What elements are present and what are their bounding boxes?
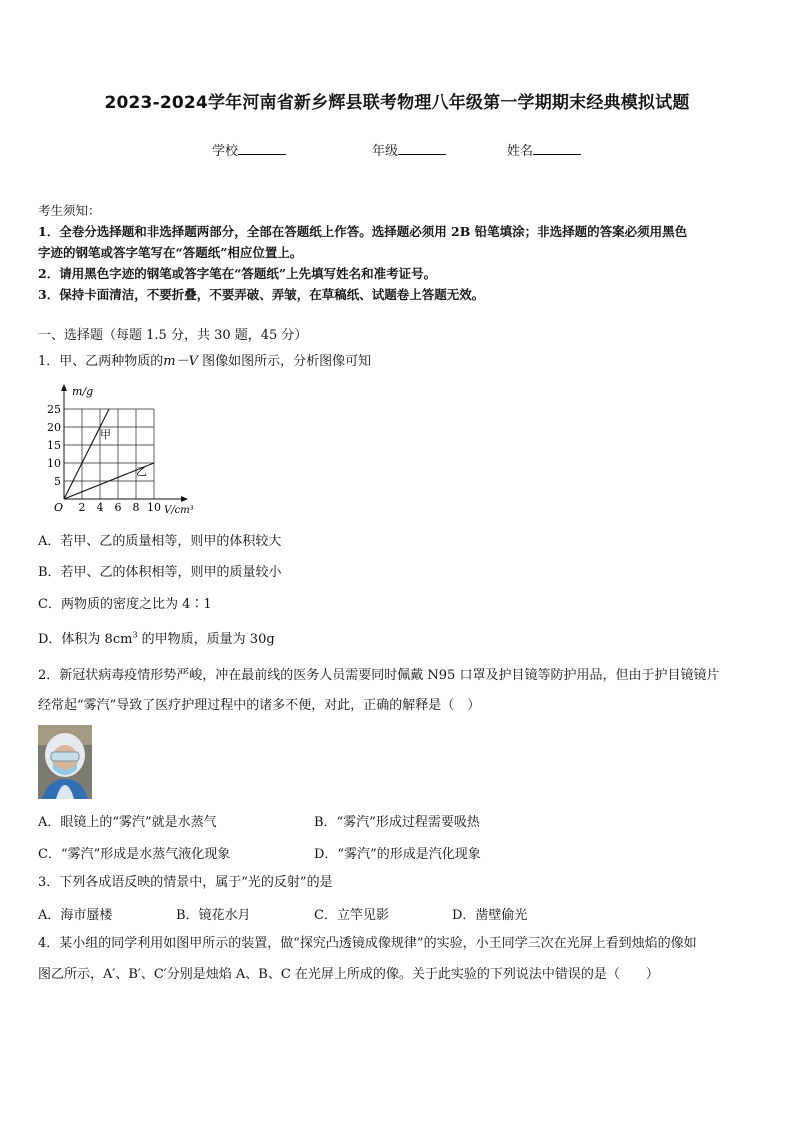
y-tick-label-5: 5 <box>54 475 61 488</box>
mass-volume-graph <box>36 382 200 516</box>
question-3-stem: 3．下列各成语反映的情景中，属于“光的反射”的是 <box>38 875 333 890</box>
y-axis-arrow <box>61 384 67 391</box>
section-1-heading: 一、选择题（每题 1.5 分，共 30 题，45 分） <box>38 328 308 343</box>
x-tick-label-10: 10 <box>147 501 161 514</box>
page-title: 2023-2024学年河南省新乡辉县联考物理八年级第一学期期末经典模拟试题 <box>104 93 690 113</box>
notice-heading: 考生须知： <box>38 203 101 218</box>
question-1-stem-a: 1．甲、乙两种物质的 <box>38 354 164 369</box>
question-1-option-d-b: 的甲物质，质量为 30g <box>137 632 275 647</box>
x-tick-label-4: 4 <box>96 501 104 514</box>
question-2-option-d: D．“雾汽”的形成是汽化现象 <box>314 847 481 862</box>
question-2-line-1: 2．新冠状病毒疫情形势严峻，冲在最前线的医务人员需要同时佩戴 N95 口罩及护目镜等防护用品，但由于护目镜镜片 <box>38 668 720 683</box>
question-2-option-a: A．眼镜上的“雾汽”就是水蒸气 <box>38 815 217 830</box>
question-3-option-c: C．立竿见影 <box>314 908 389 923</box>
notice-item-2: 2．请用黑色字迹的钢笔或答字笔在“答题纸”上先填写姓名和准考证号。 <box>38 266 437 281</box>
question-1-stem-b: 图像如图所示，分析图像可知 <box>198 354 372 369</box>
graph-grid <box>64 409 154 499</box>
x-axis-label: V/cm³ <box>164 505 194 516</box>
series-line-jia <box>64 409 109 499</box>
question-3-option-b: B．镜花水月 <box>176 908 251 923</box>
question-1-option-d <box>38 628 275 647</box>
question-1-option-c: C．两物质的密度之比为 4∶1 <box>38 597 212 612</box>
y-tick-label-20: 20 <box>47 421 61 434</box>
grade-field <box>372 140 446 159</box>
question-4-line-1: 4．某小组的同学利用如图甲所示的装置，做“探究凸透镜成像规律”的实验，小王同学三次在光屏上看到烛焰的像如 <box>38 936 697 951</box>
notice-item-3: 3．保持卡面清洁，不要折叠，不要弄破、弄皱，在草稿纸、试题卷上答题无效。 <box>38 287 485 302</box>
grade-blank <box>398 142 446 155</box>
question-3-option-a: A．海市蜃楼 <box>38 908 113 923</box>
school-label: 学校 <box>212 144 239 159</box>
series-yi-label: 乙 <box>136 465 147 478</box>
x-tick-label-8: 8 <box>132 501 140 514</box>
question-1-option-b: B．若甲、乙的体积相等，则甲的质量较小 <box>38 565 282 580</box>
question-1-stem-var: m－V <box>163 354 198 369</box>
origin-label: O <box>54 501 64 514</box>
question-1-option-a: A．若甲、乙的质量相等，则甲的体积较大 <box>38 534 282 549</box>
grade-label: 年级 <box>372 144 399 159</box>
name-label: 姓名 <box>507 144 534 159</box>
school-blank <box>238 142 286 155</box>
y-tick-label-15: 15 <box>47 439 61 452</box>
notice-item-1-line-2: 字迹的钢笔或答字笔写在“答题纸”相应位置上。 <box>38 245 303 260</box>
x-tick-label-2: 2 <box>78 501 86 514</box>
question-1-option-d-sup: 3 <box>132 630 138 640</box>
x-tick-label-6: 6 <box>114 501 122 514</box>
y-tick-label-25: 25 <box>47 403 61 416</box>
series-jia-label: 甲 <box>100 428 111 441</box>
question-1-option-d-a: D．体积为 8cm <box>38 632 133 647</box>
question-3-option-d: D．凿壁偷光 <box>452 908 528 923</box>
school-field <box>212 140 286 159</box>
notice-item-1-line-1: 1．全卷分选择题和非选择题两部分，全部在答题纸上作答。选择题必须用 2B 铅笔填涂；非选择题的答案必须用黑色 <box>38 224 688 239</box>
question-1-stem <box>38 352 371 372</box>
question-2-option-c: C．“雾汽”形成是水蒸气液化现象 <box>38 847 231 862</box>
question-2-option-b: B．“雾汽”形成过程需要吸热 <box>314 815 480 830</box>
question-4-line-2: 图乙所示，A′、B′、C′分别是烛焰 A、B、C 在光屏上所成的像。关于此实验的下列说法中错误的是（ ） <box>38 967 659 982</box>
y-tick-label-10: 10 <box>47 457 61 470</box>
name-field <box>507 140 581 159</box>
graph-series <box>64 409 154 499</box>
y-axis-label: m/g <box>72 385 94 398</box>
medical-worker-photo <box>38 725 92 799</box>
x-axis-arrow <box>181 496 188 502</box>
question-2-line-2: 经常起“雾汽”导致了医疗护理过程中的诸多不便，对此，正确的解释是（ ） <box>38 698 481 713</box>
photo-illustration <box>38 725 92 799</box>
name-blank <box>533 142 581 155</box>
